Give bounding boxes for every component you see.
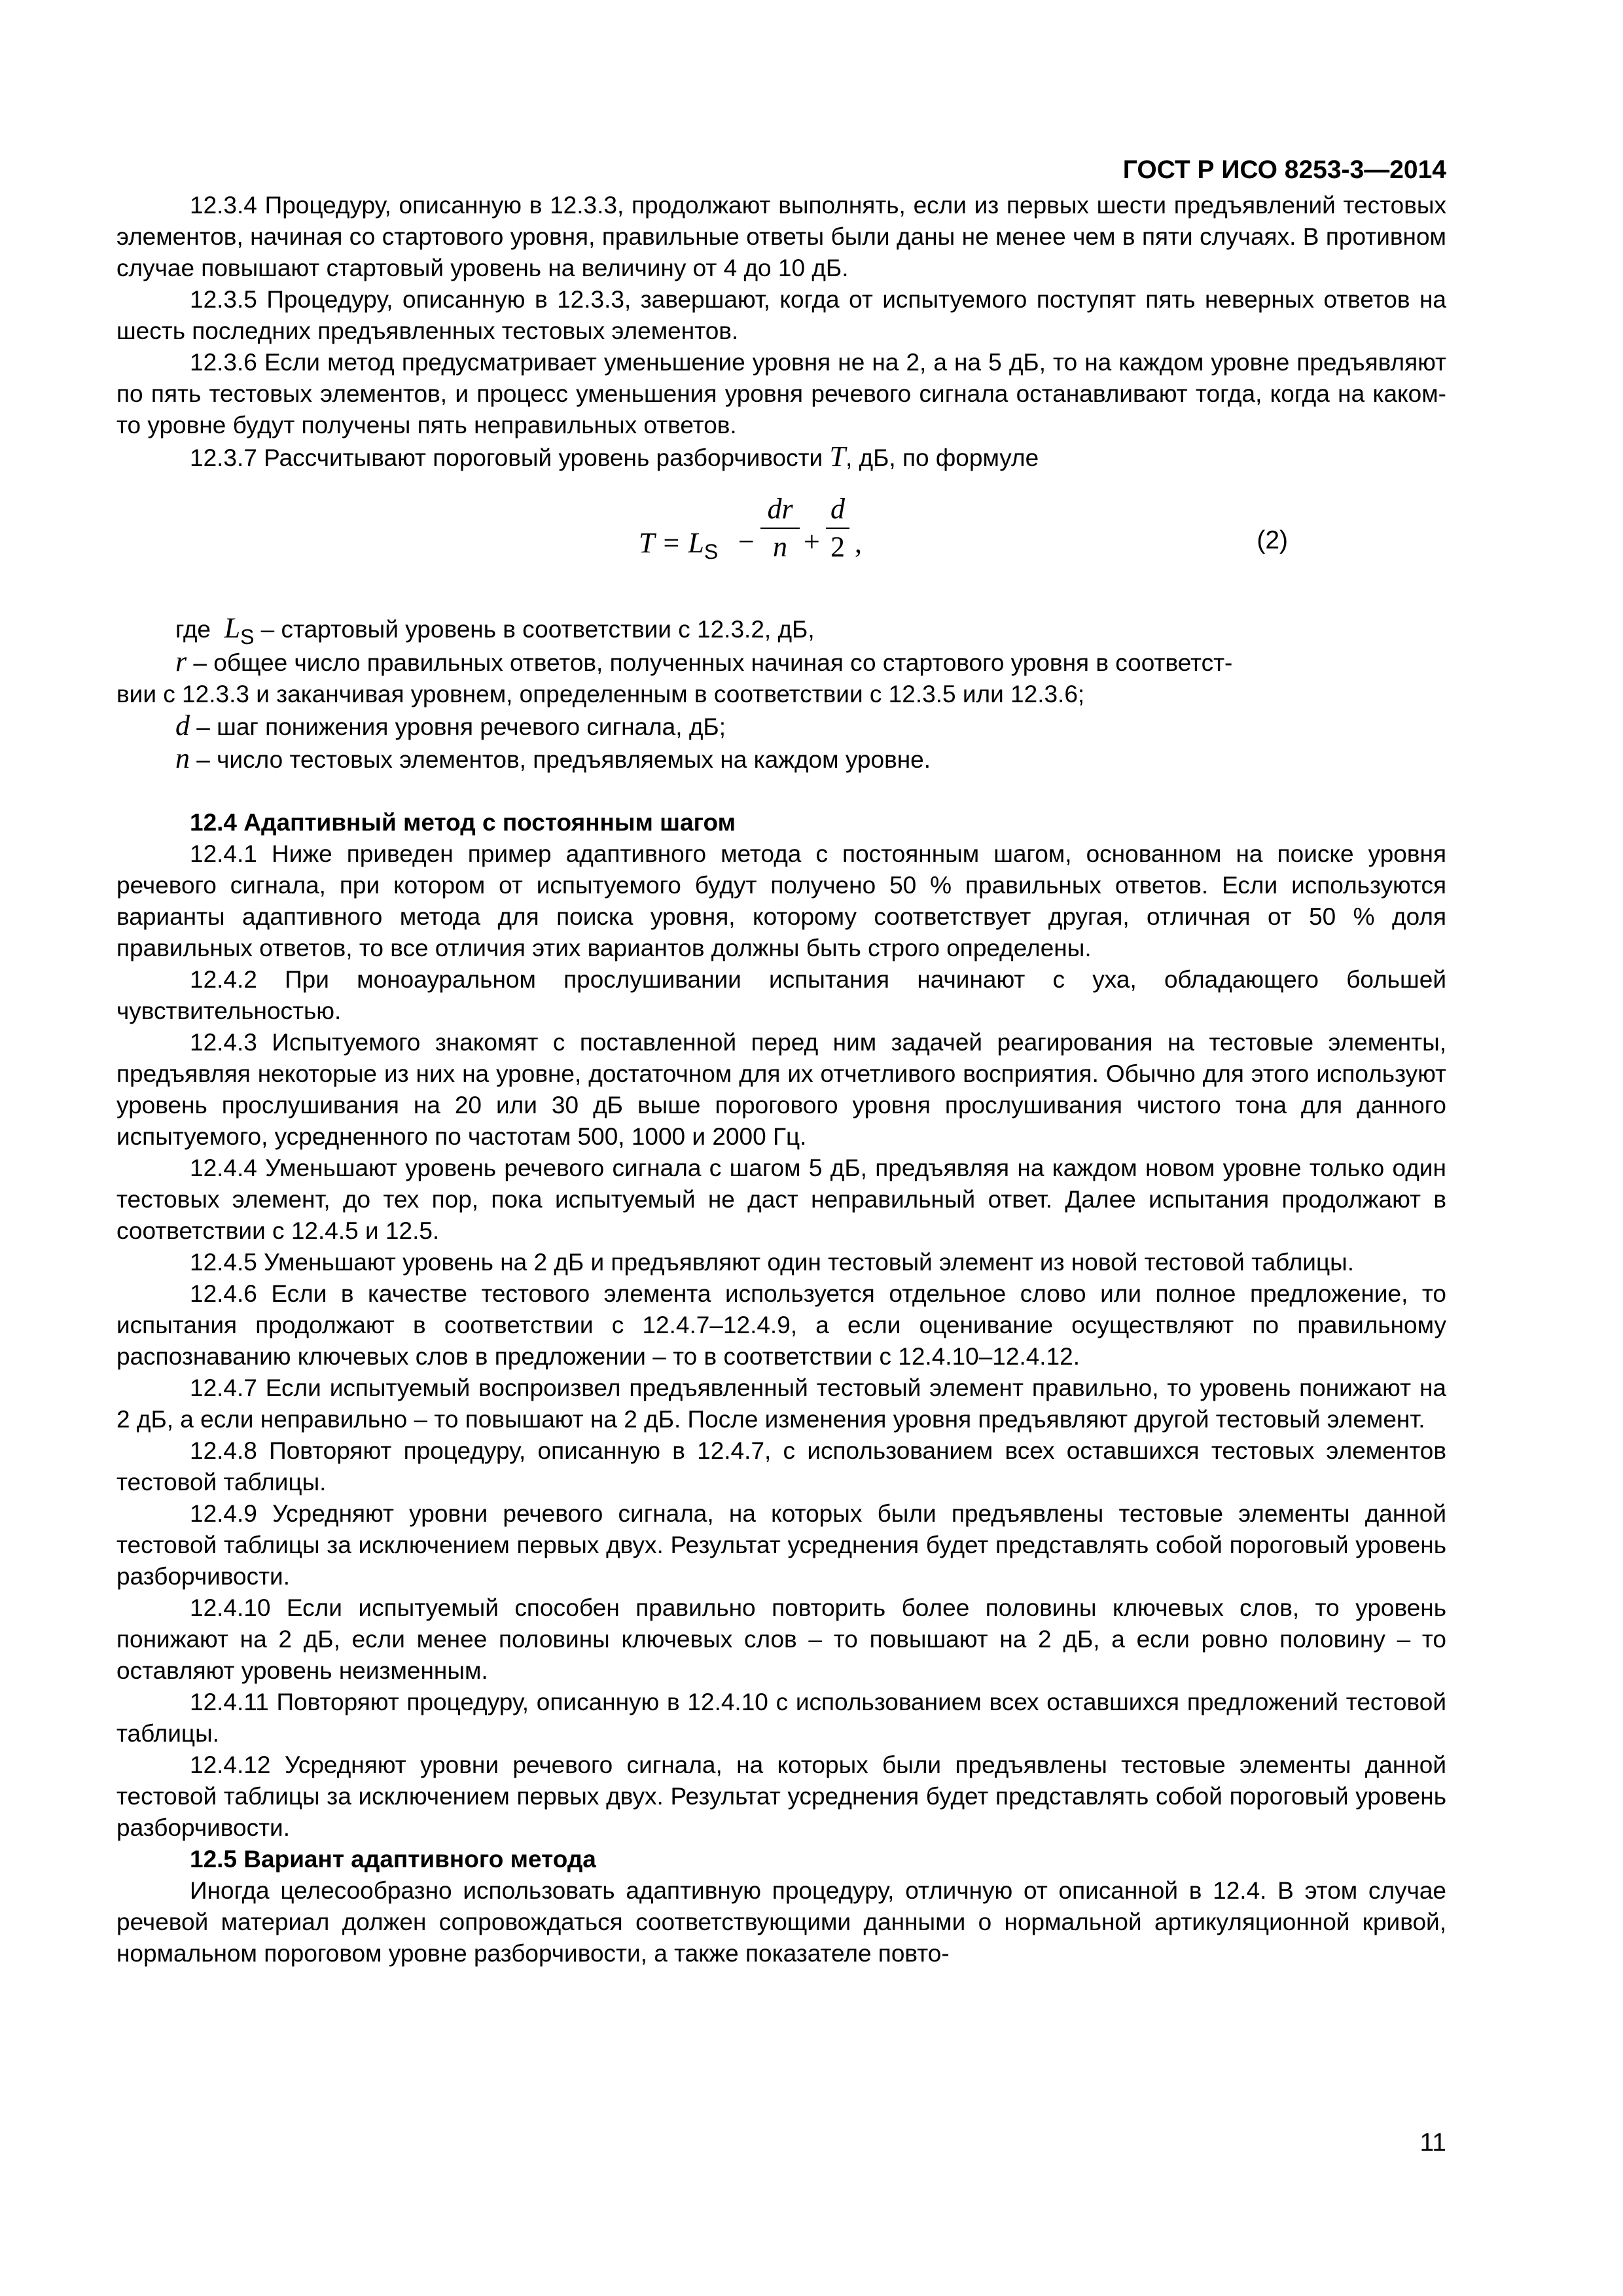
formula-2 [116,491,1446,600]
fraction-denominator: n [773,531,787,563]
paragraph-12-3-6: 12.3.6 Если метод предусматривает уменьшение уровня не на 2, а на 5 дБ, то на каждом уровне предъявляют по пять тестовых элементов, и процесс уменьшения уровня речевого сигнала останавливают тогда, когда на каком-то уровне будут получены пять неправильных ответов. [116,349,1446,439]
formula-fraction-d-2 [825,491,851,565]
formula-lhs: $T = L_S$ [639,527,719,564]
paragraph-12-4-4: 12.4.4 Уменьшают уровень речевого сигнала с шагом 5 дБ, предъявляя на каждом новом уровне только один тестовых элемент, до тех пор, пока испытуемый не даст неправильный ответ. Далее испытания продолжают в соответствии с 12.4.5 и 12.5. [116,1155,1446,1244]
formula-intro-after: , дБ, по формуле [845,444,1039,471]
paragraph-12-4-7: 12.4.7 Если испытуемый воспроизвел предъявленный тестовый элемент правильно, то уровень понижают на 2 дБ, а если неправильно – то повышают на 2 дБ. После изменения уровня предъявляют другой тестовый элемент. [116,1374,1446,1433]
paragraph-12-4-6: 12.4.6 Если в качестве тестового элемента используется отдельное слово или полное предложение, то испытания продолжают в соответствии с 12.4.7–12.4.9, а если оценивание осуществляют по правильному распознаванию ключевых слов в предложении – то в соответствии с 12.4.10–12.4.12. [116,1280,1446,1370]
formula-legend [116,613,1446,776]
legend-row-d: d – шаг понижения уровня речевого сигнала, дБ; [175,709,726,742]
paragraph-12-3-7 [116,441,1446,474]
paragraph-12-3-5: 12.3.5 Процедуру, описанную в 12.3.3, завершают, когда от испытуемого поступят пять неверных ответов на шесть последних предъявленных тестовых элементов. [116,286,1446,344]
formula-minus: − [738,526,755,558]
paragraph-12-4-2: 12.4.2 При моноауральном прослушивании испытания начинают с уха, обладающего большей чувствительностью. [116,966,1446,1024]
legend-row-r: r – общее число правильных ответов, полученных начиная со стартового уровня в соответст- [175,645,1233,677]
paragraph-12-4-8: 12.4.8 Повторяют процедуру, описанную в 12.4.7, с использованием всех оставшихся тестовых элементов тестовой таблицы. [116,1437,1446,1496]
paragraph-12-5: Иногда целесообразно использовать адаптивную процедуру, отличную от описанной в 12.4. В этом случае речевой материал должен сопровождаться соответствующими данными о нормальной артикуляционной кривой, нормальном пороговом уровне разборчивости, а также показателе повто- [116,1877,1446,1967]
paragraph-12-4-3: 12.4.3 Испытуемого знакомят с поставленной перед ним задачей реагирования на тестовые элементы, предъявляя некоторые из них на уровне, достаточном для их отчетливого восприятия. Обычно для этого используют уровень прослушивания на 20 или 30 дБ выше порогового уровня прослушивания чистого тона для данного испытуемого, усредненного по частотам 500, 1000 и 2000 Гц. [116,1029,1446,1150]
legend-row-r-cont: вии с 12.3.3 и заканчивая уровнем, определенным в соответствии с 12.3.5 или 12.3.6; [116,681,1085,708]
formula-number: (2) [1257,526,1288,554]
fraction-denominator: 2 [830,531,845,563]
legend-row-n: n – число тестовых элементов, предъявляемых на каждом уровне. [175,742,931,774]
formula-intro-symbol: T [829,440,846,473]
heading-12-5: 12.5 Вариант адаптивного метода [190,1846,596,1873]
document-body [116,190,1446,1969]
formula-comma: , [855,527,862,559]
paragraph-12-3-4: 12.3.4 Процедуру, описанную в 12.3.3, продолжают выполнять, если из первых шести предъявлений тестовых элементов, начиная со стартового уровня, правильные ответы были даны не менее чем в пяти случаях. В противном случае повышают стартовый уровень на величину от 4 до 10 дБ. [116,192,1446,281]
paragraph-12-4-12: 12.4.12 Усредняют уровни речевого сигнала, на которых были предъявлены тестовые элементы данной тестовой таблицы за исключением первых двух. Результат усреднения будет представлять собой пороговый уровень разборчивости. [116,1751,1446,1841]
page-number: 11 [1419,2128,1446,2157]
document-code-header: ГОСТ Р ИСО 8253-3—2014 [1122,156,1446,184]
formula-intro-before: 12.3.7 Рассчитывают пороговый уровень разборчивости [190,444,830,471]
paragraph-12-4-5: 12.4.5 Уменьшают уровень на 2 дБ и предъявляют один тестовый элемент из новой тестовой таблицы. [190,1249,1355,1276]
formula-fraction-dr-n [759,491,801,565]
paragraph-12-4-11: 12.4.11 Повторяют процедуру, описанную в 12.4.10 с использованием всех оставшихся предложений тестовой таблицы. [116,1689,1446,1747]
heading-12-4: 12.4 Адаптивный метод с постоянным шагом [190,809,736,836]
paragraph-12-4-1: 12.4.1 Ниже приведен пример адаптивного метода с постоянным шагом, основанном на поиске уровня речевого сигнала, при котором от испытуемого будут получено 50 % правильных ответов. Если используются варианты адаптивного метода для поиска уровня, которому соответствует другая, отличная от 50 % доля правильных ответов, то все отличия этих вариантов должны быть строго определены. [116,840,1446,961]
paragraph-12-4-10: 12.4.10 Если испытуемый способен правильно повторить более половины ключевых слов, то уровень понижают на 2 дБ, если менее половины ключевых слов – то повышают на 2 дБ, а если ровно половину – то оставляют уровень неизменным. [116,1594,1446,1684]
document-page [116,0,1446,2296]
paragraph-12-4-9: 12.4.9 Усредняют уровни речевого сигнала, на которых были предъявлены тестовые элементы данной тестовой таблицы за исключением первых двух. Результат усреднения будет представлять собой пороговый уровень разборчивости. [116,1500,1446,1590]
legend-row-ls: где LS – стартовый уровень в соответствии с 12.3.2, дБ, [175,612,815,649]
fraction-numerator: dr [767,493,793,525]
section-gap [116,776,1446,807]
legend-where-label: где [175,616,211,643]
fraction-numerator: d [830,493,845,525]
formula-plus: + [804,526,820,558]
